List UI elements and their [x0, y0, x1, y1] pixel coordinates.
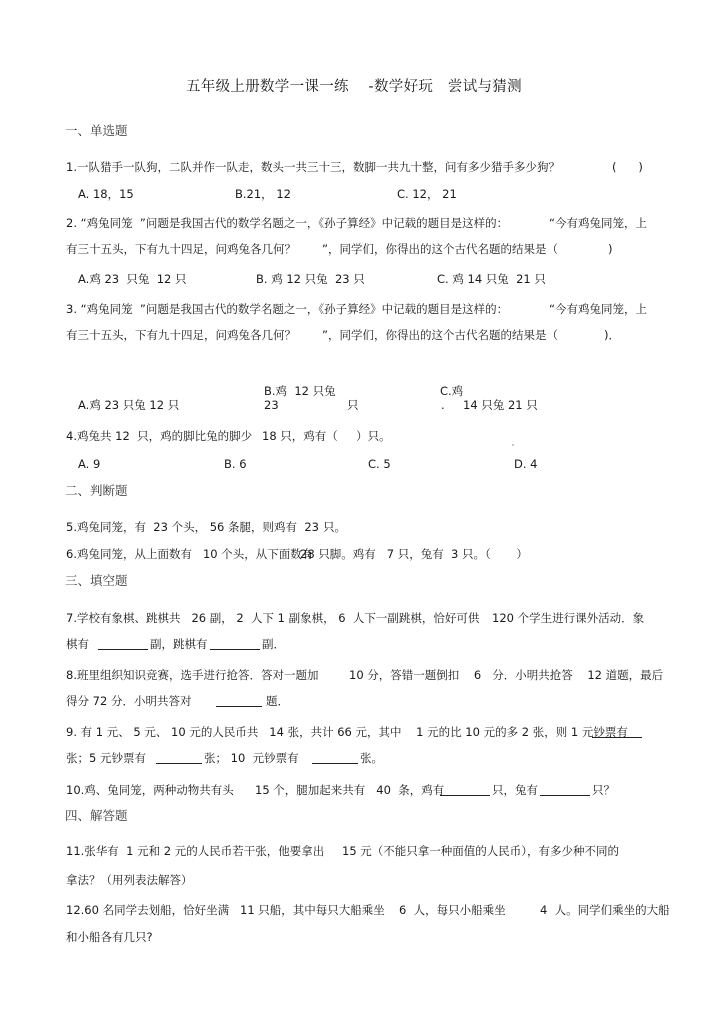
- question-10-text-continued: 15 个，腿加起来共有 40 条，鸡有: [255, 783, 445, 797]
- question-2-option-a[interactable]: A.鸡 23 只兔 12 只: [78, 272, 187, 286]
- question-7-line-1: 7.学校有象棋、跳棋共 26 副， 2 人下 1 副象棋， 6 人下一副跳棋，恰好可供: [66, 611, 480, 625]
- question-2-line-1-quote: “今有鸡兔同笼，上: [549, 216, 647, 230]
- question-9-blank-five-yuan[interactable]: [156, 752, 202, 764]
- question-3-option-a[interactable]: A.鸡 23 只兔 12 只: [78, 398, 180, 412]
- question-4-option-a[interactable]: A. 9: [78, 457, 101, 471]
- question-7-line-2-start: 棋有: [66, 637, 89, 651]
- question-4-option-c[interactable]: C. 5: [368, 457, 391, 471]
- question-11-line-1-continued: 15 元（不能只拿一种面值的人民币），有多少种不同的: [342, 844, 620, 858]
- question-3-option-c-line-1: C.鸡: [440, 384, 464, 398]
- question-8-line-2-end: 题．: [266, 694, 289, 708]
- section-heading-single-choice: 一、单选题: [65, 123, 128, 138]
- question-10-text-end: 只？: [592, 783, 615, 797]
- question-2-option-b[interactable]: B. 鸡 12 只兔 23 只: [256, 272, 365, 286]
- question-3-line-2: 有三十五头，下有九十四足，问鸡兔各几何？: [66, 328, 296, 342]
- question-10-text-rabbit: 只，兔有: [492, 783, 538, 797]
- question-1-option-b[interactable]: B.21， 12: [235, 187, 291, 201]
- question-12-line-1-c: 6 人，每只小船乘坐: [399, 903, 506, 917]
- question-3-option-c-line-2: 14 只兔 21 只: [463, 398, 538, 412]
- question-12-line-1-b: 11 只船，其中每只大船乘坐: [240, 903, 385, 917]
- question-8-line-1-continued: 10 分，答错一题倒扣 6 分．小明共抢答 12 道题，最后: [349, 668, 664, 682]
- section-heading-solve: 四、解答题: [65, 808, 128, 823]
- question-3-line-1-quote: “今有鸡兔同笼，上: [549, 302, 647, 316]
- question-9-line-2-start: 张；5 元钞票有: [66, 751, 146, 765]
- question-9-blank-ten-yuan[interactable]: [312, 752, 358, 764]
- question-3-option-c-dot: .: [441, 398, 445, 412]
- question-4-option-b[interactable]: B. 6: [224, 457, 247, 471]
- question-1-option-a[interactable]: A. 18，15: [78, 187, 134, 201]
- question-1-text: 1.一队猎手一队狗，二队并作一队走，数头一共三十三，数脚一共九十整，问有多少猎手多少狗？: [66, 160, 560, 174]
- question-3-line-1: 3. “鸡兔同笼 ”问题是我国古代的数学名题之一，《孙子算经》中记载的题目是这样的：: [66, 302, 509, 316]
- question-7-line-2-mid: 副，跳棋有: [150, 637, 208, 651]
- question-6-text-continued: 28 只脚。鸡有 7 只，兔有 3 只。（ ）: [300, 547, 528, 561]
- question-7-line-1-continued: 120 个学生进行课外活动．象: [492, 611, 645, 625]
- question-4-text-continued: 18 只，鸡有（ ）只。: [262, 429, 391, 443]
- question-7-blank-chess[interactable]: [98, 638, 148, 650]
- question-7-blank-checkers[interactable]: [210, 638, 260, 650]
- question-1-answer-paren: ( ): [612, 160, 643, 174]
- question-10-text: 10.鸡、兔同笼，两种动物共有头: [66, 783, 234, 797]
- question-10-blank-chicken[interactable]: [440, 784, 490, 796]
- question-5-text-end: 只。: [323, 520, 346, 534]
- question-12-line-1: 12.60 名同学去划船，恰好坐满: [66, 903, 230, 917]
- question-9-line-2-mid: 张； 10 元钞票有: [204, 751, 299, 765]
- question-5-text: 5.鸡兔同笼，有 23 个头， 56 条腿，则鸡有 23: [66, 520, 319, 534]
- question-2-line-1: 2. “鸡兔同笼 ”问题是我国古代的数学名题之一，《孙子算经》中记载的题目是这样的：: [66, 216, 509, 230]
- question-3-line-2-prompt: ”，同学们，你得出的这个古代名题的结果是（: [322, 328, 558, 342]
- question-4-text: 4.鸡兔共 12 只，鸡的脚比兔的脚少: [66, 429, 253, 443]
- question-8-line-1: 8.班里组织知识竞赛，选手进行抢答．答对一题加: [66, 668, 319, 682]
- scan-speck: [512, 444, 514, 446]
- question-9-line-2-end: 张。: [360, 751, 383, 765]
- question-11-line-1: 11.张华有 1 元和 2 元的人民币若干张，他要拿出: [66, 844, 325, 858]
- question-3-option-b-unit: 只: [347, 398, 359, 412]
- question-2-line-2-prompt: ”，同学们，你得出的这个古代名题的结果是（: [322, 242, 558, 256]
- question-8-blank-correct[interactable]: [216, 695, 262, 707]
- page-title: 五年级上册数学一课一练 -数学好玩 尝试与猜测: [186, 79, 522, 95]
- question-2-line-2: 有三十五头，下有九十四足，问鸡兔各几何？: [66, 242, 296, 256]
- question-8-line-2-start: 得分 72 分．小明共答对: [66, 694, 192, 708]
- question-11-line-2: 拿法？（用列表法解答）: [66, 873, 193, 887]
- question-12-line-1-d: 4 人。同学们乘坐的大船: [540, 903, 670, 917]
- question-4-option-d[interactable]: D. 4: [514, 457, 538, 471]
- question-10-blank-rabbit[interactable]: [540, 784, 590, 796]
- section-heading-fill-in: 三、填空题: [65, 573, 128, 588]
- question-12-line-2: 和小船各有几只?: [66, 930, 153, 944]
- question-1-option-c[interactable]: C. 12， 21: [397, 187, 457, 201]
- question-3-option-b-number: 23: [264, 398, 279, 412]
- question-3-option-b-line-1: B.鸡 12 只兔: [264, 384, 336, 398]
- question-2-option-c[interactable]: C. 鸡 14 只兔 21 只: [437, 272, 546, 286]
- section-heading-true-false: 二、判断题: [65, 483, 128, 498]
- question-6-text: 6.鸡兔同笼，从上面数有 10 个头，从下面数有: [66, 547, 314, 561]
- question-9-blank-one-yuan[interactable]: [592, 726, 642, 738]
- question-3-answer-paren: )．: [604, 328, 620, 342]
- question-9-line-1: 9. 有 1 元、 5 元、 10 元的人民币共 14 张，共计 66 元，其中 1 元的比 10 元的多 2 张，则 1 元钞票有: [66, 725, 628, 739]
- question-2-answer-paren: ): [608, 242, 613, 256]
- question-7-line-2-end: 副．: [262, 637, 285, 651]
